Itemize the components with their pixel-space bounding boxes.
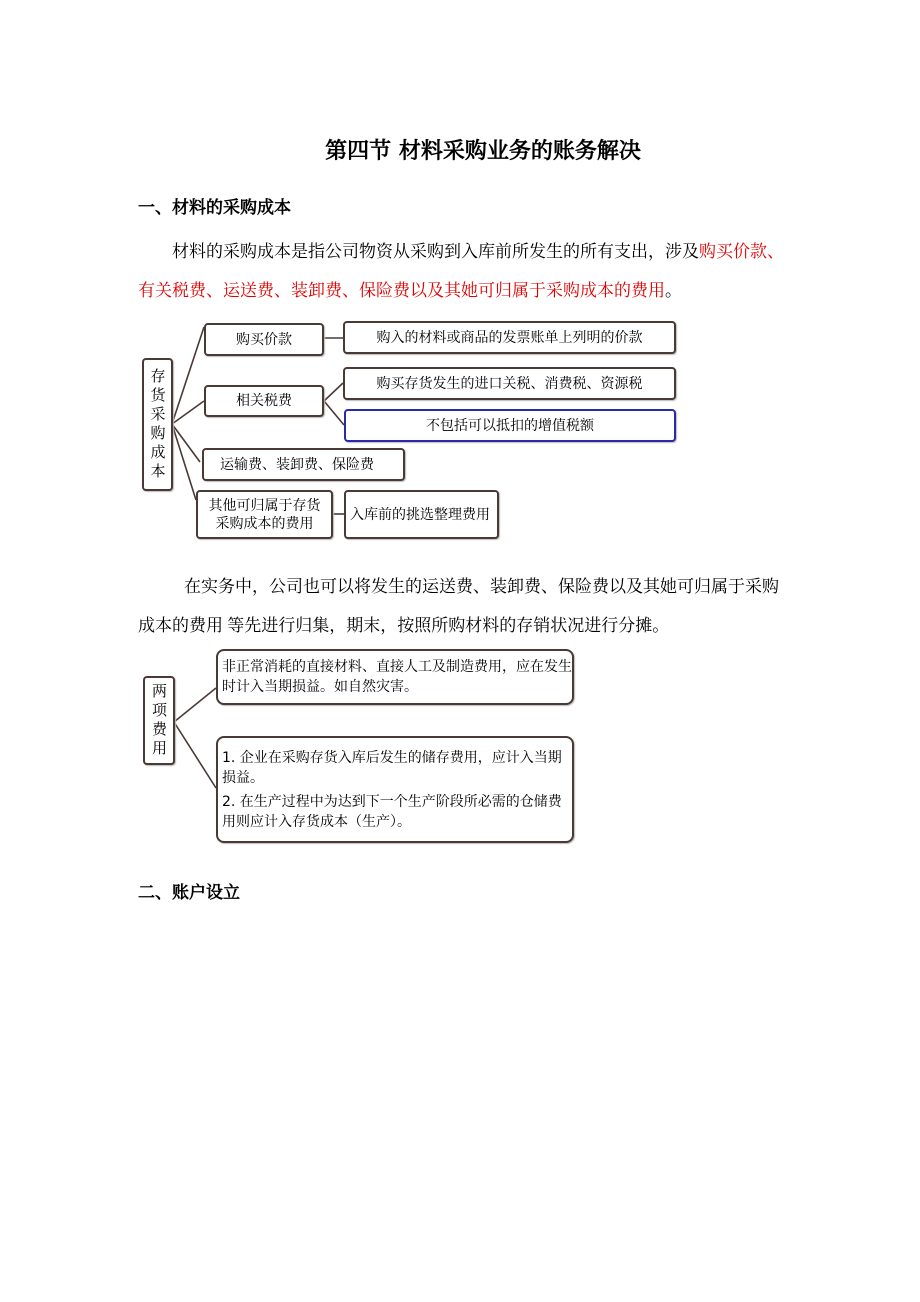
para-red-text-2: 价款、有关税费、运送费、装卸费、保险费以及其她可归属于采购成本的费用 [138, 242, 784, 300]
diagram2-box-2 [216, 736, 574, 843]
para-red-text: 购买 [699, 242, 733, 261]
para-text: 材料的采购成本是指公司物资从采购到入库前所发生的所有支出，涉及 [172, 242, 699, 261]
diagram-item-box: 相关税费 [204, 385, 324, 417]
para-end: 。 [665, 281, 682, 300]
diagram-root-box: 存货采购成本 [142, 358, 173, 491]
section-heading-1: 一、材料的采购成本 [138, 198, 291, 218]
page-title: 第四节 材料采购业务的账务解决 [325, 139, 641, 164]
diagram-item-box: 其他可归属于存货采购成本的费用 [196, 490, 333, 539]
diagram2-item-1: 1. 企业在采购存货入库后发生的储存费用，应计入当期损益。 [222, 749, 562, 786]
diagram2-root-box: 两项费用 [143, 676, 175, 765]
diagram2-box-1: 非正常消耗的直接材料、直接人工及制造费用，应在发生时计入当期损益。如自然灾害。 [216, 649, 574, 705]
diagram-detail-box: 入库前的挑选整理费用 [344, 490, 499, 539]
diagram-item-box: 运输费、装卸费、保险费 [202, 448, 405, 481]
diagram-item-box: 购买价款 [204, 323, 324, 356]
paragraph-2: 在实务中，公司也可以将发生的运送费、装卸费、保险费以及其她可归属于采购成本的费用 等先进行归集，期末，按照所购材料的存销状况进行分摊。 [138, 577, 779, 635]
diagram2-item-2: 2. 在生产过程中为达到下一个生产阶段所必需的仓储费用则应计入存货成本（生产）。 [222, 793, 562, 830]
diagram-detail-box: 购买存货发生的进口关税、消费税、资源税 [343, 367, 676, 400]
diagram-detail-box-highlight: 不包括可以抵扣的增值税额 [344, 409, 676, 442]
section-heading-2: 二、账户设立 [138, 883, 240, 903]
diagram-detail-box: 购入的材料或商品的发票账单上列明的价款 [343, 321, 676, 354]
